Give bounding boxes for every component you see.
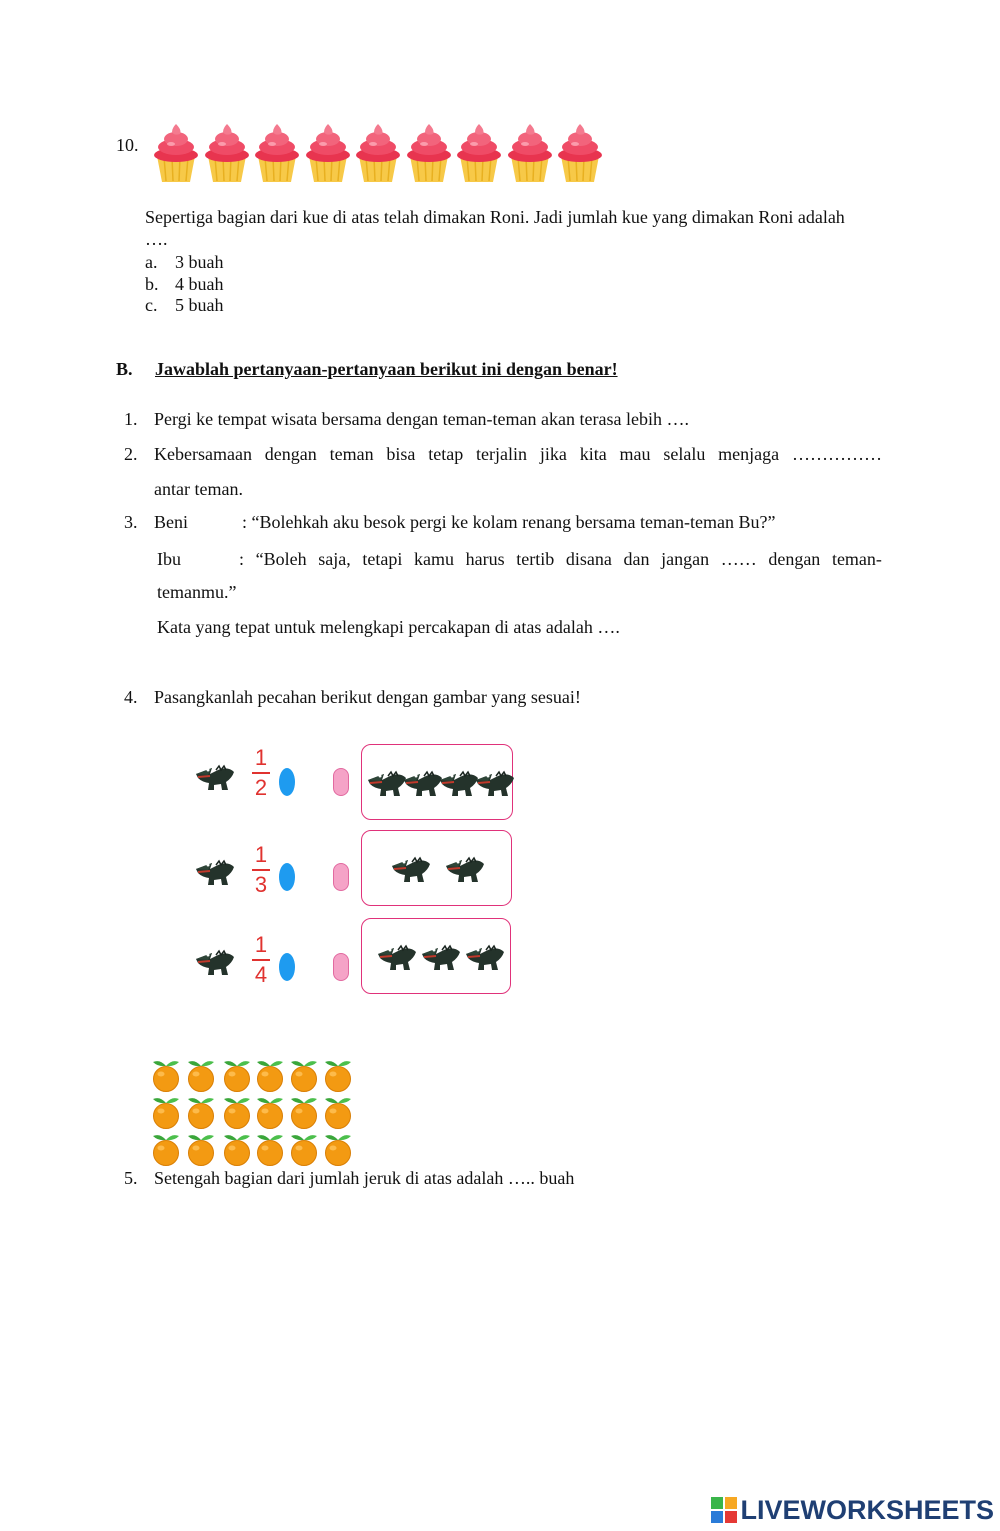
crocodile-icon (376, 936, 418, 972)
option-c-text: 5 buah (175, 295, 224, 315)
question-3-speaker-ibu: Ibu (157, 549, 181, 569)
orange-icon (254, 1095, 286, 1129)
match-dot-left-3[interactable] (279, 953, 295, 981)
option-b-text: 4 buah (175, 274, 224, 294)
fraction-numerator: 1 (254, 842, 268, 867)
question-2-word: dengan (264, 444, 317, 464)
question-10-number: 10. (116, 135, 139, 155)
question-3-ibu-word: dan (623, 549, 650, 569)
orange-icon (150, 1132, 182, 1166)
question-5-text: Setengah bagian dari jumlah jeruk di atas adalah ….. buah (154, 1168, 575, 1188)
liveworksheets-logo-icon (711, 1497, 737, 1523)
match-dot-right-1[interactable] (333, 768, 349, 796)
match-dot-left-2[interactable] (279, 863, 295, 891)
cupcake-icon (203, 122, 251, 184)
question-4-text: Pasangkanlah pecahan berikut dengan gambar yang sesuai! (154, 687, 581, 707)
fraction-denominator: 4 (254, 962, 268, 987)
cupcake-row (152, 122, 612, 184)
question-2-word: …………… (791, 444, 882, 464)
question-3-ibu-word: jangan (661, 549, 710, 569)
question-3-number: 3. (124, 512, 138, 532)
orange-icon (150, 1095, 182, 1129)
crocodile-icon (444, 848, 486, 884)
crocodile-icon (464, 936, 506, 972)
crocodile-icon (474, 762, 516, 798)
question-3-prompt: Kata yang tepat untuk melengkapi percakapan di atas adalah …. (157, 617, 620, 637)
orange-icon (322, 1058, 354, 1092)
orange-icon (254, 1058, 286, 1092)
question-2-word: selalu (663, 444, 706, 464)
crocodile-icon (390, 848, 432, 884)
question-3-ibu-word: …… (720, 549, 757, 569)
crocodile-icon (194, 851, 236, 887)
question-1 (124, 408, 689, 430)
question-2-word: kita (579, 444, 607, 464)
option-b[interactable] (145, 273, 224, 295)
question-1-number: 1. (124, 409, 138, 429)
fraction-1-3 (248, 843, 274, 897)
question-2-word: Kebersamaan (154, 444, 252, 464)
fraction-1-2 (248, 746, 274, 800)
section-b-letter: B. (116, 359, 133, 379)
question-3-line-ibu (239, 548, 882, 570)
orange-icon (185, 1095, 217, 1129)
question-2-word: teman (329, 444, 374, 464)
orange-icon (150, 1058, 182, 1092)
question-2-word: jika (539, 444, 567, 464)
orange-icon (254, 1132, 286, 1166)
match-dot-left-1[interactable] (279, 768, 295, 796)
question-2-line (154, 443, 882, 465)
question-2-word: bisa (386, 444, 416, 464)
question-3-ibu-word: tertib (516, 549, 555, 569)
question-3-ibu-word: disana (565, 549, 612, 569)
orange-icon (288, 1058, 320, 1092)
matching-area (190, 740, 530, 1010)
section-b-title: Jawablah pertanyaan-pertanyaan berikut ini dengan benar! (155, 359, 618, 379)
question-1-text: Pergi ke tempat wisata bersama dengan teman-teman akan terasa lebih …. (154, 409, 689, 429)
question-3-ibu-word: : (239, 549, 245, 569)
orange-grid (150, 1058, 360, 1166)
cupcake-icon (253, 122, 301, 184)
cupcake-icon (152, 122, 200, 184)
section-b-heading (116, 358, 618, 380)
question-4 (124, 686, 581, 708)
cupcake-icon (556, 122, 604, 184)
option-a[interactable] (145, 251, 224, 273)
orange-icon (185, 1132, 217, 1166)
question-3-ibu-word: tetapi (362, 549, 403, 569)
question-2-number: 2. (124, 444, 138, 464)
question-2-word: mau (619, 444, 651, 464)
option-a-text: 3 buah (175, 252, 224, 272)
cupcake-icon (506, 122, 554, 184)
orange-icon (185, 1058, 217, 1092)
question-3-ibu-word: saja, (318, 549, 351, 569)
question-3-ibu-word: teman- (831, 549, 882, 569)
question-2-word: terjalin (476, 444, 528, 464)
crocodile-icon (194, 941, 236, 977)
fraction-numerator: 1 (254, 745, 268, 770)
cupcake-icon (354, 122, 402, 184)
orange-icon (288, 1132, 320, 1166)
question-2-word: tetap (428, 444, 464, 464)
option-c-letter: c. (145, 295, 158, 315)
crocodile-icon (194, 756, 236, 792)
match-dot-right-3[interactable] (333, 953, 349, 981)
answer-box-2 (361, 830, 512, 906)
orange-icon (221, 1132, 253, 1166)
question-10-text: Sepertiga bagian dari kue di atas telah dimakan Roni. Jadi jumlah kue yang dimakan Roni adalah …. (145, 207, 845, 249)
option-a-letter: a. (145, 252, 158, 272)
fraction-denominator: 3 (254, 872, 268, 897)
option-c[interactable] (145, 294, 224, 316)
liveworksheets-logo-text: LIVEWORKSHEETS (740, 1494, 994, 1525)
question-3-ibu-word: “Boleh (255, 549, 307, 569)
question-3-ibu-word: dengan (768, 549, 821, 569)
liveworksheets-logo[interactable] (711, 1495, 994, 1525)
cupcake-icon (455, 122, 503, 184)
question-3-ibu-word: kamu (413, 549, 454, 569)
question-4-number: 4. (124, 687, 138, 707)
question-2-word: menjaga (718, 444, 780, 464)
orange-icon (221, 1095, 253, 1129)
cupcake-icon (405, 122, 453, 184)
crocodile-icon (420, 936, 462, 972)
match-dot-right-2[interactable] (333, 863, 349, 891)
orange-icon (288, 1095, 320, 1129)
cupcake-icon (304, 122, 352, 184)
question-5 (124, 1167, 574, 1189)
question-3-continuation: temanmu.” (157, 582, 237, 602)
orange-icon (322, 1095, 354, 1129)
fraction-denominator: 2 (254, 775, 268, 800)
question-2-continuation: antar teman. (154, 479, 243, 499)
orange-icon (221, 1058, 253, 1092)
question-3-speaker-beni: Beni (154, 512, 188, 532)
question-3-line-beni: : “Bolehkah aku besok pergi ke kolam renang bersama teman-teman Bu?” (242, 512, 776, 532)
question-5-number: 5. (124, 1168, 138, 1188)
question-3-ibu-word: harus (465, 549, 505, 569)
option-b-letter: b. (145, 274, 159, 294)
orange-icon (322, 1132, 354, 1166)
fraction-numerator: 1 (254, 932, 268, 957)
fraction-1-4 (248, 933, 274, 987)
